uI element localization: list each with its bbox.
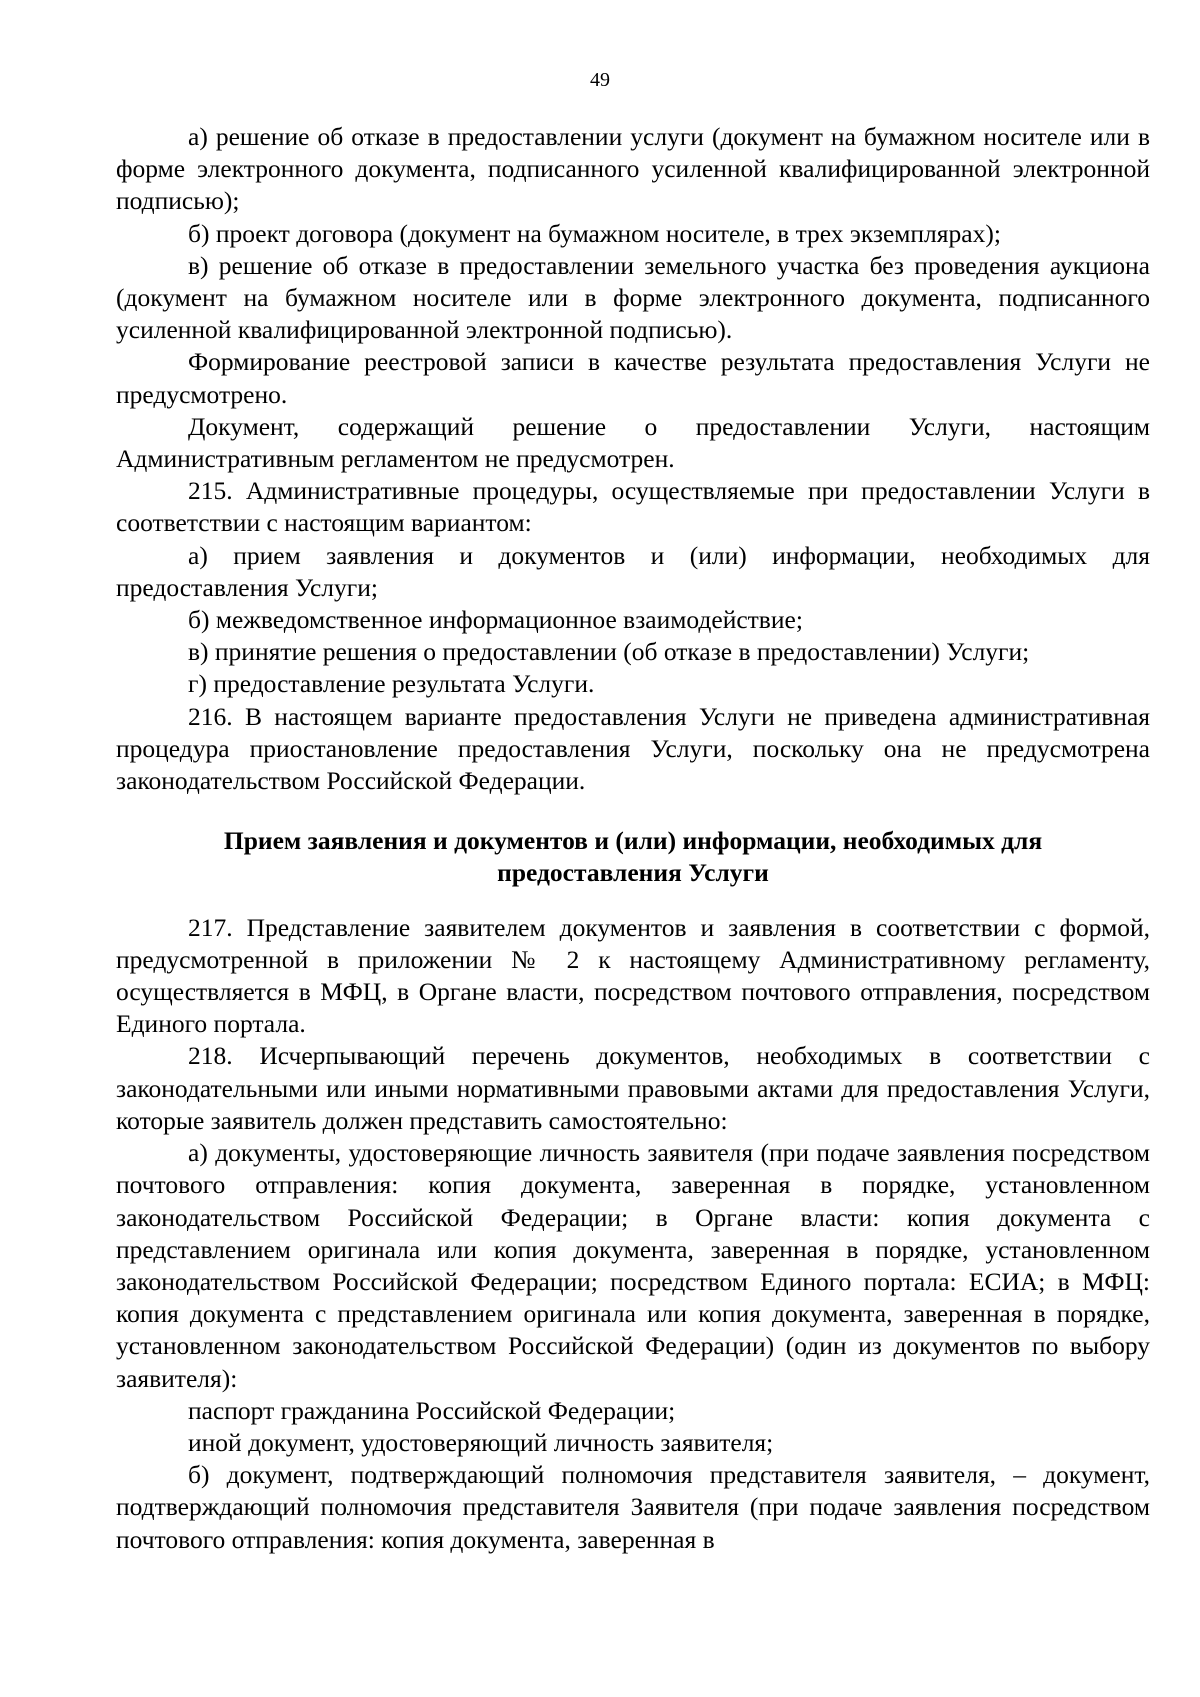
paragraph: Документ, содержащий решение о предоставлении Услуги, настоящим Административным регламентом не предусмотрен. xyxy=(116,411,1150,474)
paragraph: паспорт гражданина Российской Федерации; xyxy=(188,1395,676,1425)
paragraph: в) решение об отказе в предоставлении земельного участка без проведения аукциона (документ на бумажном носителе или в форме электронного документа, подписанного усиленной квалифицированной электронной подписью). xyxy=(116,250,1150,345)
page-number: 49 xyxy=(590,69,610,91)
paragraph: 216. В настоящем варианте предоставления Услуги не приведена административная процедура приостановление предоставления Услуги, поскольку она не предусмотрена законодательством Российской Федерации. xyxy=(116,701,1150,796)
document-body xyxy=(116,121,1150,1556)
section-heading: Прием заявления и документов и (или) информации, необходимых для предоставления Услуги xyxy=(223,826,1043,888)
paragraph: 215. Административные процедуры, осуществляемые при предоставлении Услуги в соответствии с настоящим вариантом: xyxy=(116,476,1150,538)
paragraph: Формирование реестровой записи в качестве результата предоставления Услуги не предусмотрено. xyxy=(116,347,1150,409)
paragraph: а) документы, удостоверяющие личность заявителя (при подаче заявления посредством почтового отправления: копия документа, заверенная в порядке, установленном законодательством Российской Федерации; в Органе власти: копия документа с представлением оригинала или копия документа, заверенная в порядке, установленном законодательством Российской Федерации; посредством Единого портала: ЕСИА; в МФЦ: копия документа с представлением оригинала или копия документа, заверенная в порядке, установленном законодательством Российской Федерации) (один из документов по выбору заявителя): xyxy=(116,1138,1150,1393)
paragraph: а) решение об отказе в предоставлении услуги (документ на бумажном носителе или в форме электронного документа, подписанного усиленной квалифицированной электронной подписью); xyxy=(116,122,1150,216)
paragraph: б) проект договора (документ на бумажном носителе, в трех экземплярах); xyxy=(188,218,1001,248)
paragraph: иной документ, удостоверяющий личность заявителя; xyxy=(188,1427,774,1457)
paragraph: б) межведомственное информационное взаимодействие; xyxy=(188,605,803,635)
paragraph: 217. Представление заявителем документов и заявления в соответствии с формой, предусмотренной в приложении № 2 к настоящему Административному регламенту, осуществляется в МФЦ, в Органе власти, посредством почтового отправления, посредством Единого портала. xyxy=(116,912,1150,1039)
paragraph: а) прием заявления и документов и (или) информации, необходимых для предоставления Услуги; xyxy=(116,540,1150,602)
paragraph: 218. Исчерпывающий перечень документов, необходимых в соответствии с законодательными или иными нормативными правовыми актами для предоставления Услуги, которые заявитель должен представить самостоятельно: xyxy=(116,1041,1150,1135)
paragraph: б) документ, подтверждающий полномочия представителя заявителя, – документ, подтверждающий полномочия представителя Заявителя (при подаче заявления посредством почтового отправления: копия документа, заверенная в xyxy=(116,1460,1150,1554)
paragraph: г) предоставление результата Услуги. xyxy=(188,669,595,699)
paragraph: в) принятие решения о предоставлении (об отказе в предоставлении) Услуги; xyxy=(188,637,1030,667)
